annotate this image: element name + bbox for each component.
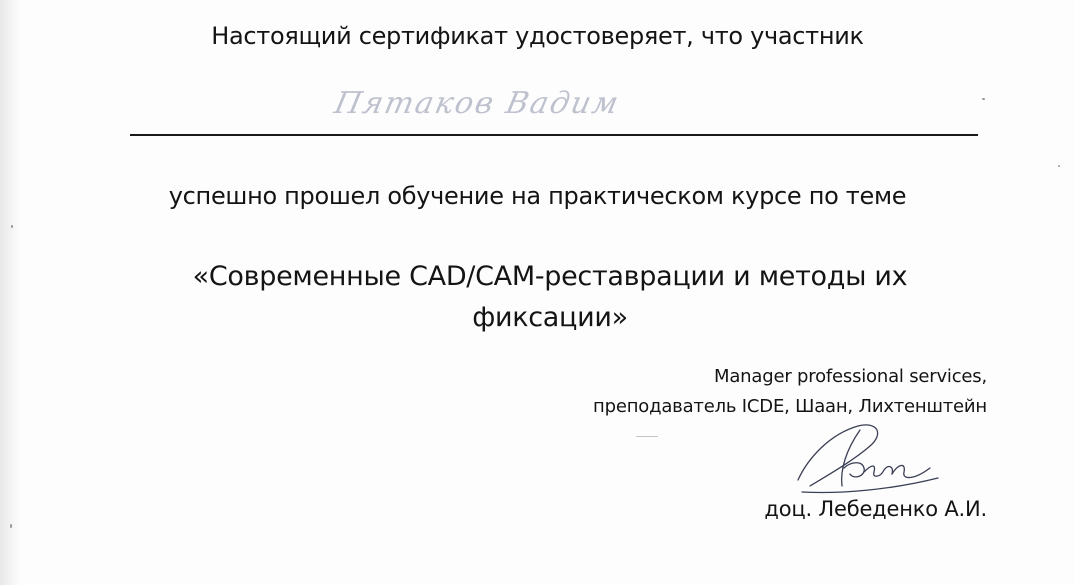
completion-statement: успешно прошел обучение на практическом курсе по теме xyxy=(168,182,907,210)
scan-edge-shadow xyxy=(0,0,18,585)
signer-title-english: Manager professional services, xyxy=(714,366,987,387)
scan-speck xyxy=(11,225,13,228)
name-underline xyxy=(130,134,978,136)
signer-name: доц. Лебеденко А.И. xyxy=(764,497,987,521)
scan-speck xyxy=(1058,165,1060,167)
signer-title-russian: преподаватель ICDE, Шаан, Лихтенштейн xyxy=(593,396,987,417)
scan-speck xyxy=(636,436,658,437)
course-title: «Современные CAD/CAM-реставрации и методы их фиксации» xyxy=(192,261,908,333)
certificate-intro-text: Настоящий сертификат удостоверяет, что участник xyxy=(211,22,864,50)
participant-name-handwritten: Пятаков Вадим xyxy=(331,86,624,121)
scan-speck xyxy=(982,98,985,100)
participant-name-field xyxy=(130,82,978,140)
scan-speck xyxy=(10,524,12,528)
handwritten-signature xyxy=(780,420,950,500)
